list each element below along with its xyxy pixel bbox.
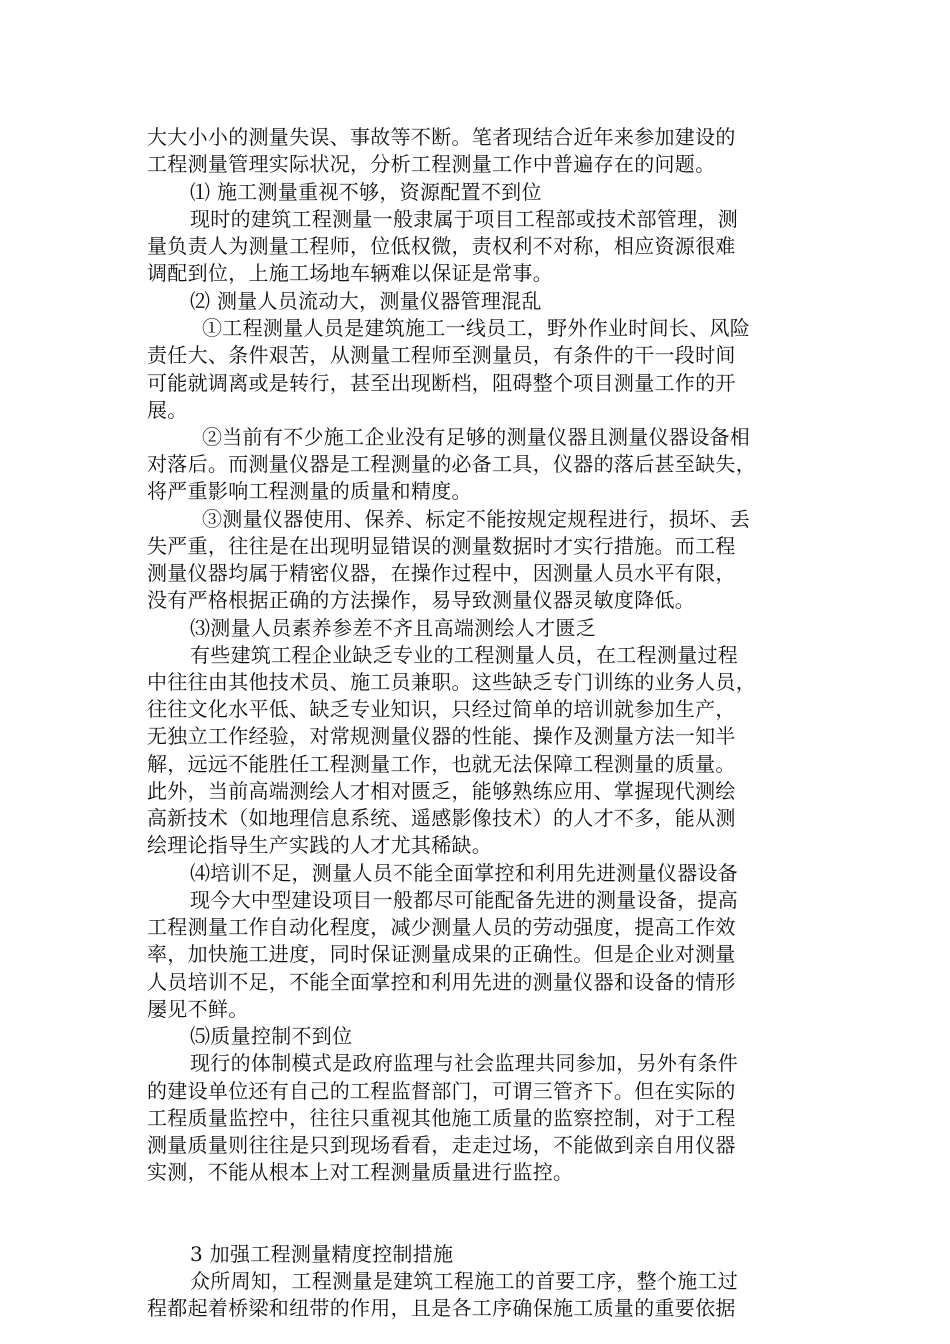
text-line: 可能就调离或是转行，甚至出现断档，阻碍整个项目测量工作的开 (147, 371, 736, 395)
text-line: 有些建筑工程企业缺乏专业的工程测量人员，在工程测量过程 (190, 643, 739, 667)
text-line: 程都起着桥梁和纽带的作用，且是各工序确保施工质量的重要依据 (147, 1296, 736, 1320)
text-line: 量负责人为测量工程师，位低权微，责权利不对称，相应资源很难 (147, 234, 736, 258)
section-heading: ⑶测量人员素养参差不齐且高端测绘人才匮乏 (190, 616, 596, 640)
text-line: ②当前有不少施工企业没有足够的测量仪器且测量仪器设备相 (202, 425, 751, 449)
text-line: 中往往由其他技术员、施工员兼职。这些缺乏专门训练的业务人员， (147, 670, 756, 694)
section-heading: ⑷培训不足，测量人员不能全面掌控和利用先进测量仪器设备 (190, 861, 739, 885)
text-line: 现今大中型建设项目一般都尽可能配备先进的测量设备，提高 (190, 888, 739, 912)
text-line: ③测量仪器使用、保养、标定不能按规定规程进行，损坏、丢 (202, 507, 751, 531)
text-line: 大大小小的测量失误、事故等不断。笔者现结合近年来参加建设的 (147, 125, 736, 149)
text-line: 工程测量管理实际状况，分析工程测量工作中普遍存在的问题。 (147, 152, 716, 176)
text-line: 对落后。而测量仪器是工程测量的必备工具，仪器的落后甚至缺失， (147, 452, 756, 476)
text-line: 工程质量监控中，往往只重视其他施工质量的监察控制，对于工程 (147, 1106, 736, 1130)
text-line: 人员培训不足，不能全面掌控和利用先进的测量仪器和设备的情形 (147, 970, 736, 994)
text-line: 失严重，往往是在出现明显错误的测量数据时才实行措施。而工程 (147, 534, 736, 558)
text-line: 现行的体制模式是政府监理与社会监理共同参加，另外有条件 (190, 1051, 739, 1075)
text-line: 此外，当前高端测绘人才相对匮乏，能够熟练应用、掌握现代测绘 (147, 779, 736, 803)
text-line: 屡见不鲜。 (147, 997, 249, 1021)
section-heading: ⑸质量控制不到位 (190, 1024, 353, 1048)
text-line: 无独立工作经验，对常规测量仪器的性能、操作及测量方法一知半 (147, 724, 736, 748)
text-line: 往往文化水平低、缺乏专业知识，只经过简单的培训就参加生产， (147, 697, 736, 721)
text-line: 绘理论指导生产实践的人才尤其稀缺。 (147, 833, 493, 857)
text-line: 现时的建筑工程测量一般隶属于项目工程部或技术部管理，测 (190, 207, 739, 231)
text-line: 众所周知，工程测量是建筑工程施工的首要工序，整个施工过 (190, 1269, 739, 1293)
text-line: 测量质量则往往是只到现场看看，走走过场，不能做到亲自用仪器 (147, 1133, 736, 1157)
text-line: 没有严格根据正确的方法操作，易导致测量仪器灵敏度降低。 (147, 588, 696, 612)
text-line: 调配到位，上施工场地车辆难以保证是常事。 (147, 261, 553, 285)
section-heading: ⑵ 测量人员流动大，测量仪器管理混乱 (190, 289, 542, 313)
text-line: 高新技术（如地理信息系统、遥感影像技术）的人才不多，能从测 (147, 806, 736, 830)
text-line: 将严重影响工程测量的质量和精度。 (147, 479, 472, 503)
section-heading: ⑴ 施工测量重视不够，资源配置不到位 (190, 180, 542, 204)
chapter-heading: 3 加强工程测量精度控制措施 (190, 1242, 454, 1266)
text-line: 的建设单位还有自己的工程监督部门，可谓三管齐下。但在实际的 (147, 1079, 736, 1103)
text-line: 责任大、条件艰苦，从测量工程师至测量员，有条件的干一段时间 (147, 343, 736, 367)
text-line: 展。 (147, 398, 188, 422)
text-line: 测量仪器均属于精密仪器，在操作过程中，因测量人员水平有限， (147, 561, 736, 585)
text-line: 实测，不能从根本上对工程测量质量进行监控。 (147, 1160, 574, 1184)
text-line: ①工程测量人员是建筑施工一线员工，野外作业时间长、风险 (202, 316, 751, 340)
text-line: 率，加快施工进度，同时保证测量成果的正确性。但是企业对测量 (147, 942, 736, 966)
text-line: 解，远远不能胜任工程测量工作，也就无法保障工程测量的质量。 (147, 752, 736, 776)
text-line: 工程测量工作自动化程度，减少测量人员的劳动强度，提高工作效 (147, 915, 736, 939)
